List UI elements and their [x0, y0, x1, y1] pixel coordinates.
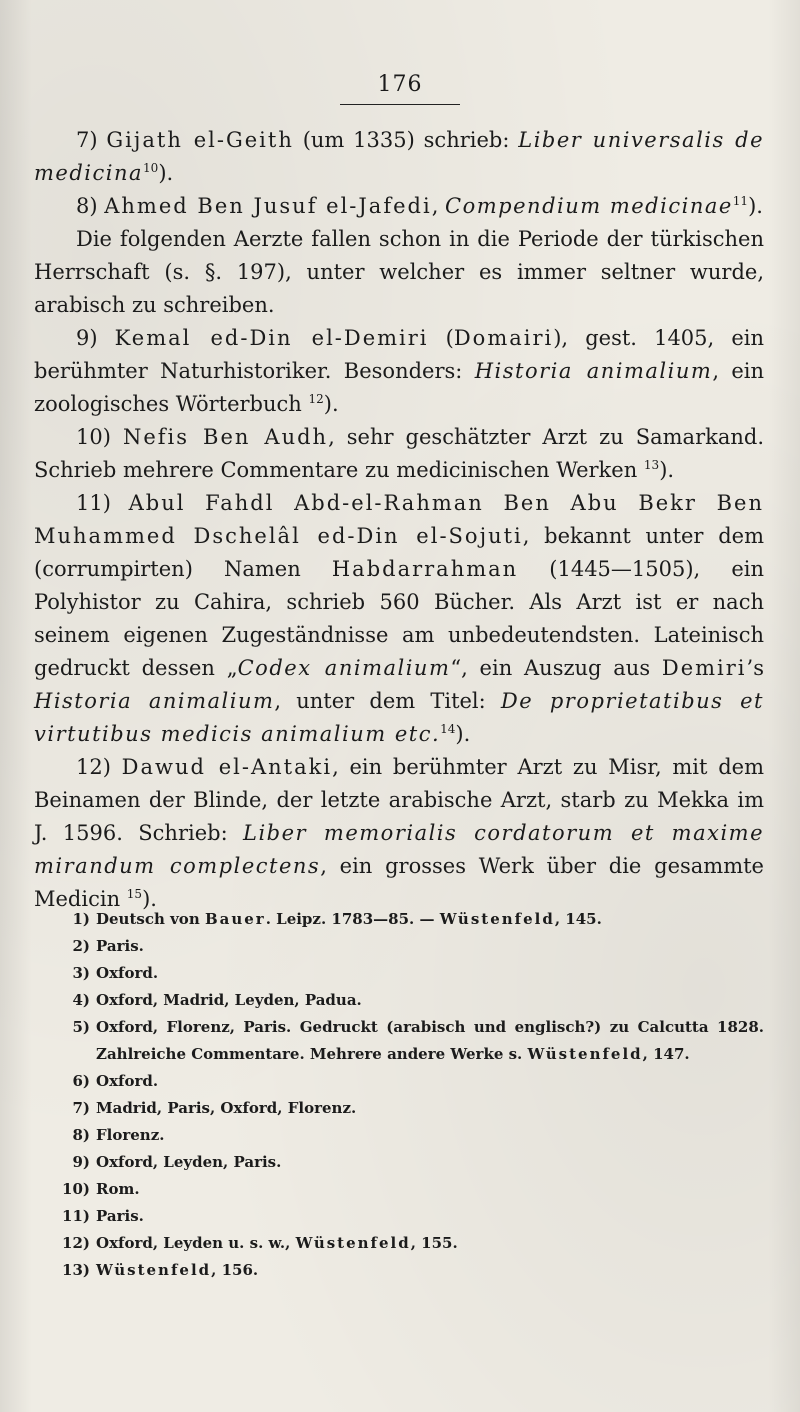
text-run: 12)	[76, 755, 122, 779]
spaced-name: Bauer	[204, 910, 266, 928]
text-run: , 155.	[410, 1234, 458, 1252]
footnote-ref: 10	[143, 161, 159, 175]
spaced-name: Wüstenfeld	[439, 910, 555, 928]
footnote-number: 7)	[72, 1099, 90, 1117]
latin-title: Liber universalis de medicina	[34, 128, 764, 185]
text-run: Florenz.	[96, 1126, 165, 1144]
text-run: Oxford.	[96, 1072, 159, 1090]
paragraph	[34, 421, 764, 487]
latin-title: Historia animalium	[34, 689, 275, 713]
footnote-number: 1)	[72, 910, 90, 928]
footnote-number: 11)	[62, 1207, 90, 1225]
footnote-number: 13)	[62, 1261, 90, 1279]
text-run: “, ein Auszug aus	[450, 656, 662, 680]
text-run: 10)	[76, 425, 123, 449]
text-run: ).	[158, 161, 174, 185]
footnote	[34, 1122, 764, 1149]
footnote	[34, 1014, 764, 1068]
footnote-text	[96, 933, 764, 960]
spaced-name: Abul Fahdl Abd-el-Rahman Ben Abu Bekr Ben Muhammed Dschelâl ed-Din el-Sojuti	[34, 491, 765, 548]
paragraph	[34, 223, 764, 322]
footnote	[34, 987, 764, 1014]
text-run: Oxford.	[96, 964, 159, 982]
spaced-name: Wüstenfeld	[295, 1234, 411, 1252]
text-run: Oxford, Madrid, Leyden, Padua.	[96, 991, 362, 1009]
paragraph	[34, 190, 764, 223]
text-run: 8)	[76, 194, 105, 218]
footnote-text	[96, 1203, 764, 1230]
footnote-text	[96, 1230, 764, 1257]
footnote-text	[96, 1149, 764, 1176]
latin-title: De proprietatibus et virtutibus medicis animalium etc.	[34, 689, 764, 746]
spaced-name: Gijath el-Geith	[106, 128, 294, 152]
text-run: , 145.	[554, 910, 602, 928]
spaced-name: Kemal ed-Din el-Demiri	[114, 326, 429, 350]
footnote-number: 8)	[72, 1126, 90, 1144]
text-run: , 147.	[642, 1045, 690, 1063]
footnote	[34, 960, 764, 987]
page-number-rule	[340, 104, 460, 105]
footnote	[34, 1203, 764, 1230]
text-run: ).	[455, 722, 471, 746]
text-run: Oxford, Florenz, Paris. Gedruckt (arabisch und englisch?) zu Calcutta 1828. Zahlreiche Commentare. Mehrere andere Werke s.	[96, 1018, 764, 1063]
spaced-name: Nefis Ben Audh	[122, 425, 329, 449]
footnotes	[34, 906, 764, 1284]
text-run: ).	[748, 194, 763, 218]
text-run: Paris.	[96, 937, 144, 955]
spaced-name: Wüstenfeld	[96, 1261, 212, 1279]
text-run: 9)	[76, 326, 115, 350]
footnote-text	[96, 1257, 764, 1284]
footnote-ref: 14	[440, 722, 456, 736]
footnote-ref: 12	[308, 392, 324, 406]
text-run: , bekannt unter dem (corrumpirten) Namen	[34, 524, 764, 581]
text-run: Deutsch von	[96, 910, 205, 928]
spaced-name: Demiri	[661, 656, 747, 680]
text-run: (1445—1505), ein Polyhistor zu Cahira, schrieb 560 Bücher. Als Arzt ist er nach seinem eigenen Zugeständnisse am unbedeutendsten. Lateinisch gedruckt dessen „	[34, 557, 764, 680]
footnote-ref: 11	[732, 194, 749, 208]
text-run: . Leipz. 1783—85. —	[265, 910, 440, 928]
footnote	[34, 1068, 764, 1095]
paragraph	[34, 487, 764, 751]
paragraph	[34, 124, 764, 190]
text-run: , ein berühmter Arzt zu Misr, mit dem Beinamen der Blinde, der letzte arabische Arzt, starb zu Mekka im J. 1596. Schrieb:	[34, 755, 764, 845]
text-run: , 156.	[211, 1261, 259, 1279]
footnote-text	[96, 1014, 764, 1068]
footnote-ref: 13	[643, 458, 660, 472]
text-run: Madrid, Paris, Oxford, Florenz.	[96, 1099, 357, 1117]
footnote	[34, 1257, 764, 1284]
footnote-number: 9)	[72, 1153, 90, 1171]
latin-title: Liber memorialis cordatorum et maxime mirandum complectens	[34, 821, 764, 878]
footnote-text	[96, 987, 764, 1014]
paragraph	[34, 322, 764, 421]
latin-title: Historia animalium	[474, 359, 713, 383]
text-run: (um 1335) schrieb:	[293, 128, 519, 152]
text-run: ), gest. 1405, ein berühmter Naturhistoriker. Besonders:	[34, 326, 764, 383]
footnote-number: 6)	[72, 1072, 90, 1090]
footnote-text	[96, 1095, 764, 1122]
paragraph	[34, 751, 764, 916]
text-run: Rom.	[96, 1180, 140, 1198]
text-run: 7)	[76, 128, 107, 152]
footnote-number: 4)	[72, 991, 90, 1009]
footnote-ref: 15	[126, 887, 143, 901]
text-run: ).	[142, 887, 157, 911]
text-run: 11)	[76, 491, 129, 515]
footnote	[34, 1176, 764, 1203]
footnote-number: 3)	[72, 964, 90, 982]
text-run: Paris.	[96, 1207, 144, 1225]
latin-title: Compendium medicinae	[445, 194, 733, 218]
footnote	[34, 1149, 764, 1176]
text-run: ).	[323, 392, 339, 416]
spaced-name: Habdarrahman	[331, 557, 519, 581]
spaced-name: Dawud el-Antaki	[121, 755, 333, 779]
footnote-number: 5)	[72, 1018, 90, 1036]
footnote	[34, 1095, 764, 1122]
text-run: , ein grosses Werk über die gesammte Medicin	[34, 854, 764, 911]
text-run: ’s	[746, 656, 764, 680]
text-run: , ein zoologisches Wörterbuch	[34, 359, 765, 416]
latin-title: Codex animalium	[237, 656, 451, 680]
text-run: , sehr geschätzter Arzt zu Samarkand. Schrieb mehrere Commentare zu medicinischen Werken	[34, 425, 765, 482]
text-run: ).	[659, 458, 675, 482]
text-run: (	[428, 326, 454, 350]
text-run: ,	[431, 194, 446, 218]
text-run: Oxford, Leyden, Paris.	[96, 1153, 282, 1171]
footnote-text	[96, 1176, 764, 1203]
footnote	[34, 906, 764, 933]
spaced-name: Wüstenfeld	[527, 1045, 643, 1063]
spaced-name: Domairi	[453, 326, 554, 350]
footnote-text	[96, 1122, 764, 1149]
footnote-text	[96, 906, 764, 933]
footnote	[34, 1230, 764, 1257]
footnote-text	[96, 960, 764, 987]
footnote-number: 10)	[62, 1180, 90, 1198]
text-run: Die folgenden Aerzte fallen schon in die Periode der türkischen Herrschaft (s. §. 197), unter welcher es immer seltner wurde, arabisch zu schreiben.	[34, 227, 764, 317]
footnote-number: 12)	[62, 1234, 90, 1252]
footnote	[34, 933, 764, 960]
text-run: Oxford, Leyden u. s. w.,	[96, 1234, 296, 1252]
page-number: 176	[377, 72, 423, 97]
spaced-name: Ahmed Ben Jusuf el-Jafedi	[104, 194, 432, 218]
footnote-number: 2)	[72, 937, 90, 955]
main-text	[34, 124, 764, 916]
text-run: , unter dem Titel:	[274, 689, 501, 713]
footnote-text	[96, 1068, 764, 1095]
